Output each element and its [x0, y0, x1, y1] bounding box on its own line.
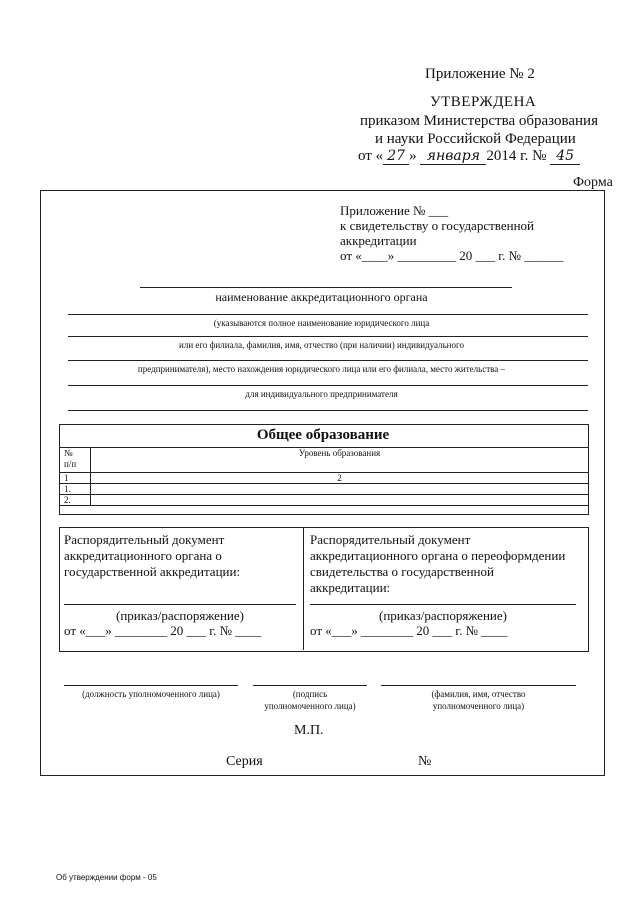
- right-doc-line-4: аккредитации:: [310, 580, 391, 595]
- legal-caption-2: или его филиала, фамилия, имя, отчество (при наличии) индивидуального: [179, 340, 464, 350]
- table-header-row: [60, 448, 589, 473]
- table-row: [60, 495, 589, 506]
- approval-line-1: приказом Министерства образования: [360, 113, 598, 129]
- right-doc-line-1: Распорядительный документ: [310, 532, 471, 547]
- attachment-line-2: к свидетельству о государственной: [340, 218, 534, 233]
- row-num: 1.: [60, 484, 91, 495]
- row-level: 2: [91, 473, 589, 484]
- right-doc-line-3: свидетельства о государственной: [310, 564, 494, 579]
- footer-text: Об утверждении форм - 05: [56, 873, 157, 882]
- legal-line-3: [68, 360, 588, 361]
- right-order-caption: (приказ/распоряжение): [379, 608, 507, 623]
- series-label: Серия: [226, 754, 263, 769]
- form-label: Форма: [573, 175, 613, 190]
- education-table: [59, 447, 589, 506]
- signature-line: [253, 685, 367, 686]
- right-order-date: от «___» ________ 20 ___ г. № ____: [310, 623, 508, 638]
- organ-line: [140, 287, 512, 288]
- date-day: 27: [383, 148, 409, 165]
- left-doc-line-3: государственной аккредитации:: [64, 564, 241, 579]
- row-level: [91, 484, 589, 495]
- number-label: №: [418, 754, 432, 769]
- approval-date: [358, 148, 580, 165]
- legal-caption-3: предпринимателя), место нахождения юридического лица или его филиала, место жительства –: [137, 364, 506, 374]
- date-prefix: от «: [358, 148, 384, 164]
- table-row: [60, 473, 589, 484]
- approved-label: УТВЕРЖДЕНА: [430, 94, 537, 110]
- attachment-line-1: Приложение № ___: [340, 203, 449, 218]
- date-month: января: [420, 148, 486, 165]
- signature-caption-1: (подпись: [292, 689, 328, 699]
- right-order-line: [310, 604, 576, 605]
- position-line: [64, 685, 238, 686]
- col-num-label-2: п/п: [64, 459, 77, 469]
- position-caption: (должность уполномоченного лица): [82, 689, 220, 699]
- legal-line-2: [68, 336, 588, 337]
- left-doc-line-1: Распорядительный документ: [64, 532, 225, 547]
- approval-line-2: и науки Российской Федерации: [375, 131, 576, 147]
- signature-caption-2: уполномоченного лица): [264, 701, 356, 711]
- name-caption-2: уполномоченного лица): [432, 701, 525, 711]
- legal-line-1: [68, 314, 588, 315]
- row-num: 1: [60, 473, 91, 484]
- appendix-label: Приложение № 2: [425, 66, 535, 82]
- col-level-header: Уровень образования: [91, 448, 589, 473]
- right-doc-line-2: аккредитационного органа о переоформдении: [310, 548, 566, 563]
- table-row: [60, 484, 589, 495]
- seal-label: М.П.: [294, 723, 324, 738]
- left-doc-line-2: аккредитационного органа о: [64, 548, 222, 563]
- organ-caption: наименование аккредитационного органа: [215, 290, 428, 304]
- col-num-label: №: [64, 448, 73, 458]
- date-number: 45: [550, 148, 580, 165]
- legal-line-5: [68, 410, 588, 411]
- left-order-date: от «___» ________ 20 ___ г. № ____: [64, 623, 262, 638]
- row-num: 2.: [60, 495, 91, 506]
- left-order-line: [64, 604, 296, 605]
- attachment-line-4: от «____» _________ 20 ___ г. № ______: [340, 248, 564, 263]
- name-line: [381, 685, 576, 686]
- legal-caption-4: для индивидуального предпринимателя: [245, 389, 398, 399]
- documents-divider: [303, 527, 304, 650]
- date-year: 2014 г. №: [486, 148, 547, 164]
- attachment-line-3: аккредитации: [340, 233, 417, 248]
- date-mid: »: [409, 148, 417, 164]
- row-level: [91, 495, 589, 506]
- left-order-caption: (приказ/распоряжение): [116, 608, 244, 623]
- name-caption-1: (фамилия, имя, отчество: [431, 689, 526, 699]
- legal-caption-1: (указываются полное наименование юридического лица: [213, 318, 430, 328]
- education-title: Общее образование: [256, 427, 390, 443]
- col-num-header: [60, 448, 91, 473]
- legal-line-4: [68, 385, 588, 386]
